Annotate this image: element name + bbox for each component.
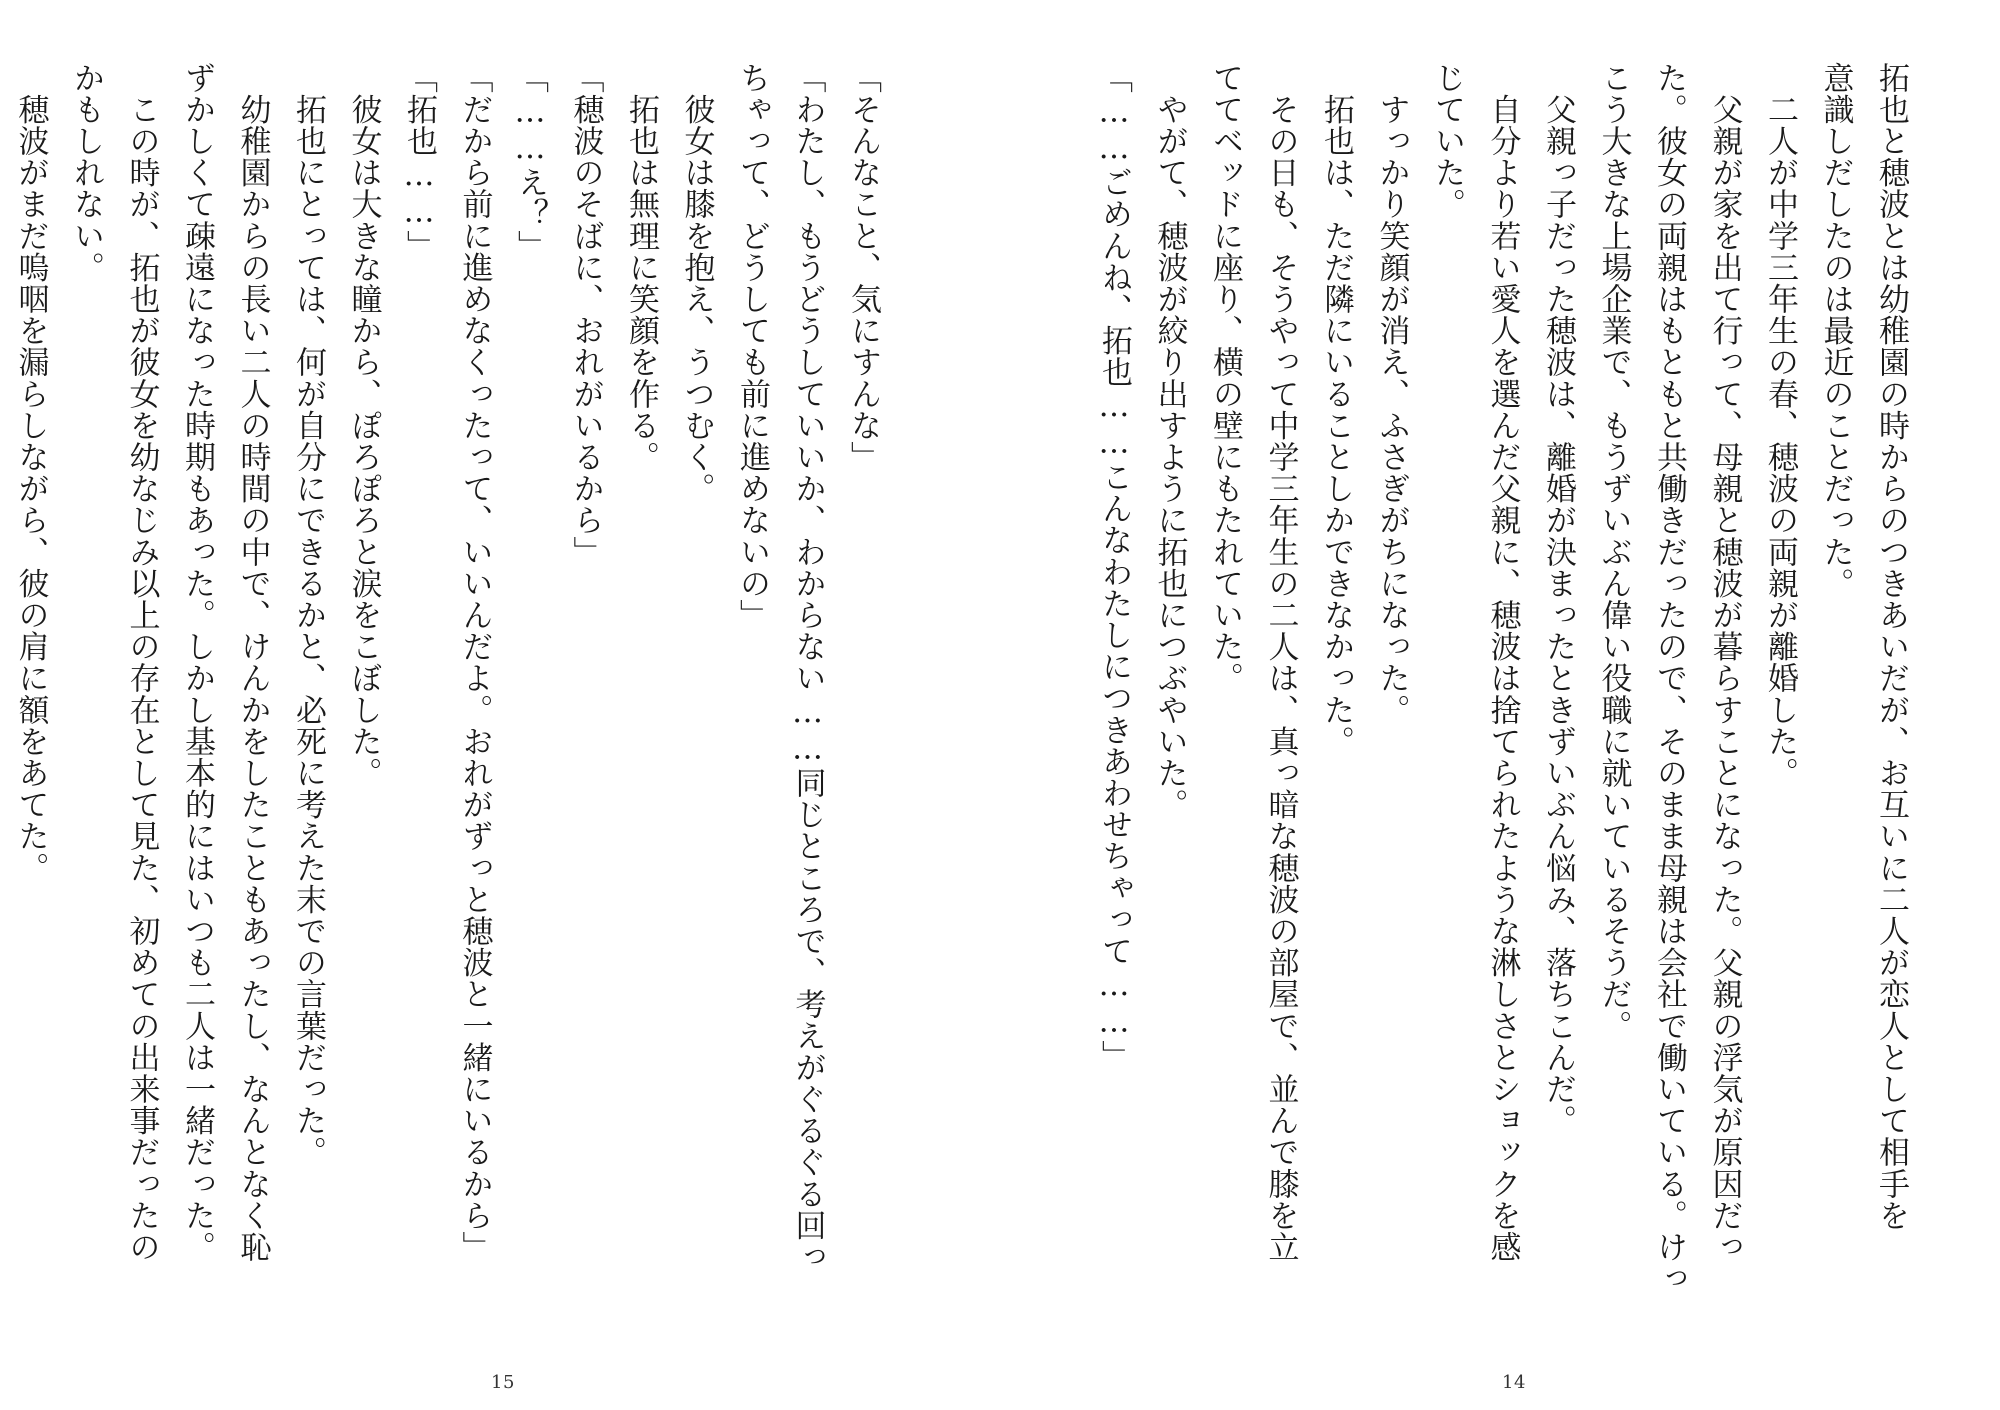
page-number-right: 14 [1502,1372,1526,1393]
text-line: 自分より若い愛人を選んだ父親に、穂波は捨てられたような淋しさとショックを感 [1484,62,1521,1263]
right-page [1000,0,2000,1410]
text-line: 穂波がまだ嗚咽を漏らしながら、彼の肩に額をあてた。 [12,62,49,884]
text-line: 「……ごめんね、拓也……こんなわたしにつきあわせちゃって……」 [1096,62,1132,1072]
text-line: 彼女は膝を抱え、うつむく。 [678,62,715,505]
text-line: その日も、そうやって中学三年生の二人は、真っ暗な穂波の部屋で、並んで膝を立 [1262,62,1299,1263]
text-line: 拓也は、ただ隣にいることしかできなかった。 [1318,62,1354,758]
text-line: 「そんなこと、気にすんな」 [845,62,881,473]
text-line: じていた。 [1429,62,1465,220]
text-line: 父親が家を出て行って、母親と穂波が暮らすことになった。父親の浮気が原因だっ [1706,62,1743,1263]
text-line: ずかしくて疎遠になった時期もあった。しかし基本的にはいつも二人は一緒だった。 [179,62,215,1263]
text-line: 意識しだしたのは最近のことだった。 [1817,62,1854,600]
text-line: 「だから前に進めなくったって、いいんだよ。おれがずっと穂波と一緒にいるから」 [456,62,493,1263]
text-line: この時が、拓也が彼女を幼なじみ以上の存在として見た、初めての出来事だったの [123,62,160,1263]
text-line: 拓也は無理に笑顔を作る。 [623,62,659,473]
text-line: 「わたし、もうどうしていいか、わからない……同じところで、考えがぐるぐる回っ [789,62,826,1273]
text-line: 幼稚園からの長い二人の時間の中で、けんかをしたこともあったし、なんとなく恥 [234,62,271,1263]
text-line: 拓也と穂波とは幼稚園の時からのつきあいだが、お互いに二人が恋人として相手を [1873,62,1909,1232]
text-line: 彼女は大きな瞳から、ぽろぽろと涙をこぼした。 [345,62,382,789]
text-line: ててベッドに座り、横の壁にもたれていた。 [1207,62,1243,694]
text-line: 「穂波のそばに、おれがいるから」 [567,62,604,568]
text-line: かもしれない。 [68,62,104,284]
text-line: ちゃって、どうしても前に進めないの」 [734,62,770,631]
text-line: 拓也にとっては、何が自分にできるかと、必死に考えた末での言葉だった。 [290,62,326,1168]
left-page-text [12,62,890,1322]
text-line: 「拓也……」 [401,62,437,262]
text-line: やがて、穂波が絞り出すように拓也につぶやいた。 [1151,62,1188,821]
text-line: すっかり笑顔が消え、ふさぎがちになった。 [1373,62,1410,726]
right-page-text [1098,62,1918,1322]
text-line: た。彼女の両親はもともと共働きだったので、そのまま母親は会社で働いている。けっ [1651,62,1687,1295]
text-line: 父親っ子だった穂波は、離婚が決まったときずいぶん悩み、落ちこんだ。 [1540,62,1576,1137]
text-line: 「……え？」 [512,62,548,262]
text-line: こう大きな上場企業で、もうずいぶん偉い役職に就いているそうだ。 [1595,62,1632,1042]
page-number-left: 15 [491,1372,515,1393]
text-line: 二人が中学三年生の春、穂波の両親が離婚した。 [1762,62,1798,789]
